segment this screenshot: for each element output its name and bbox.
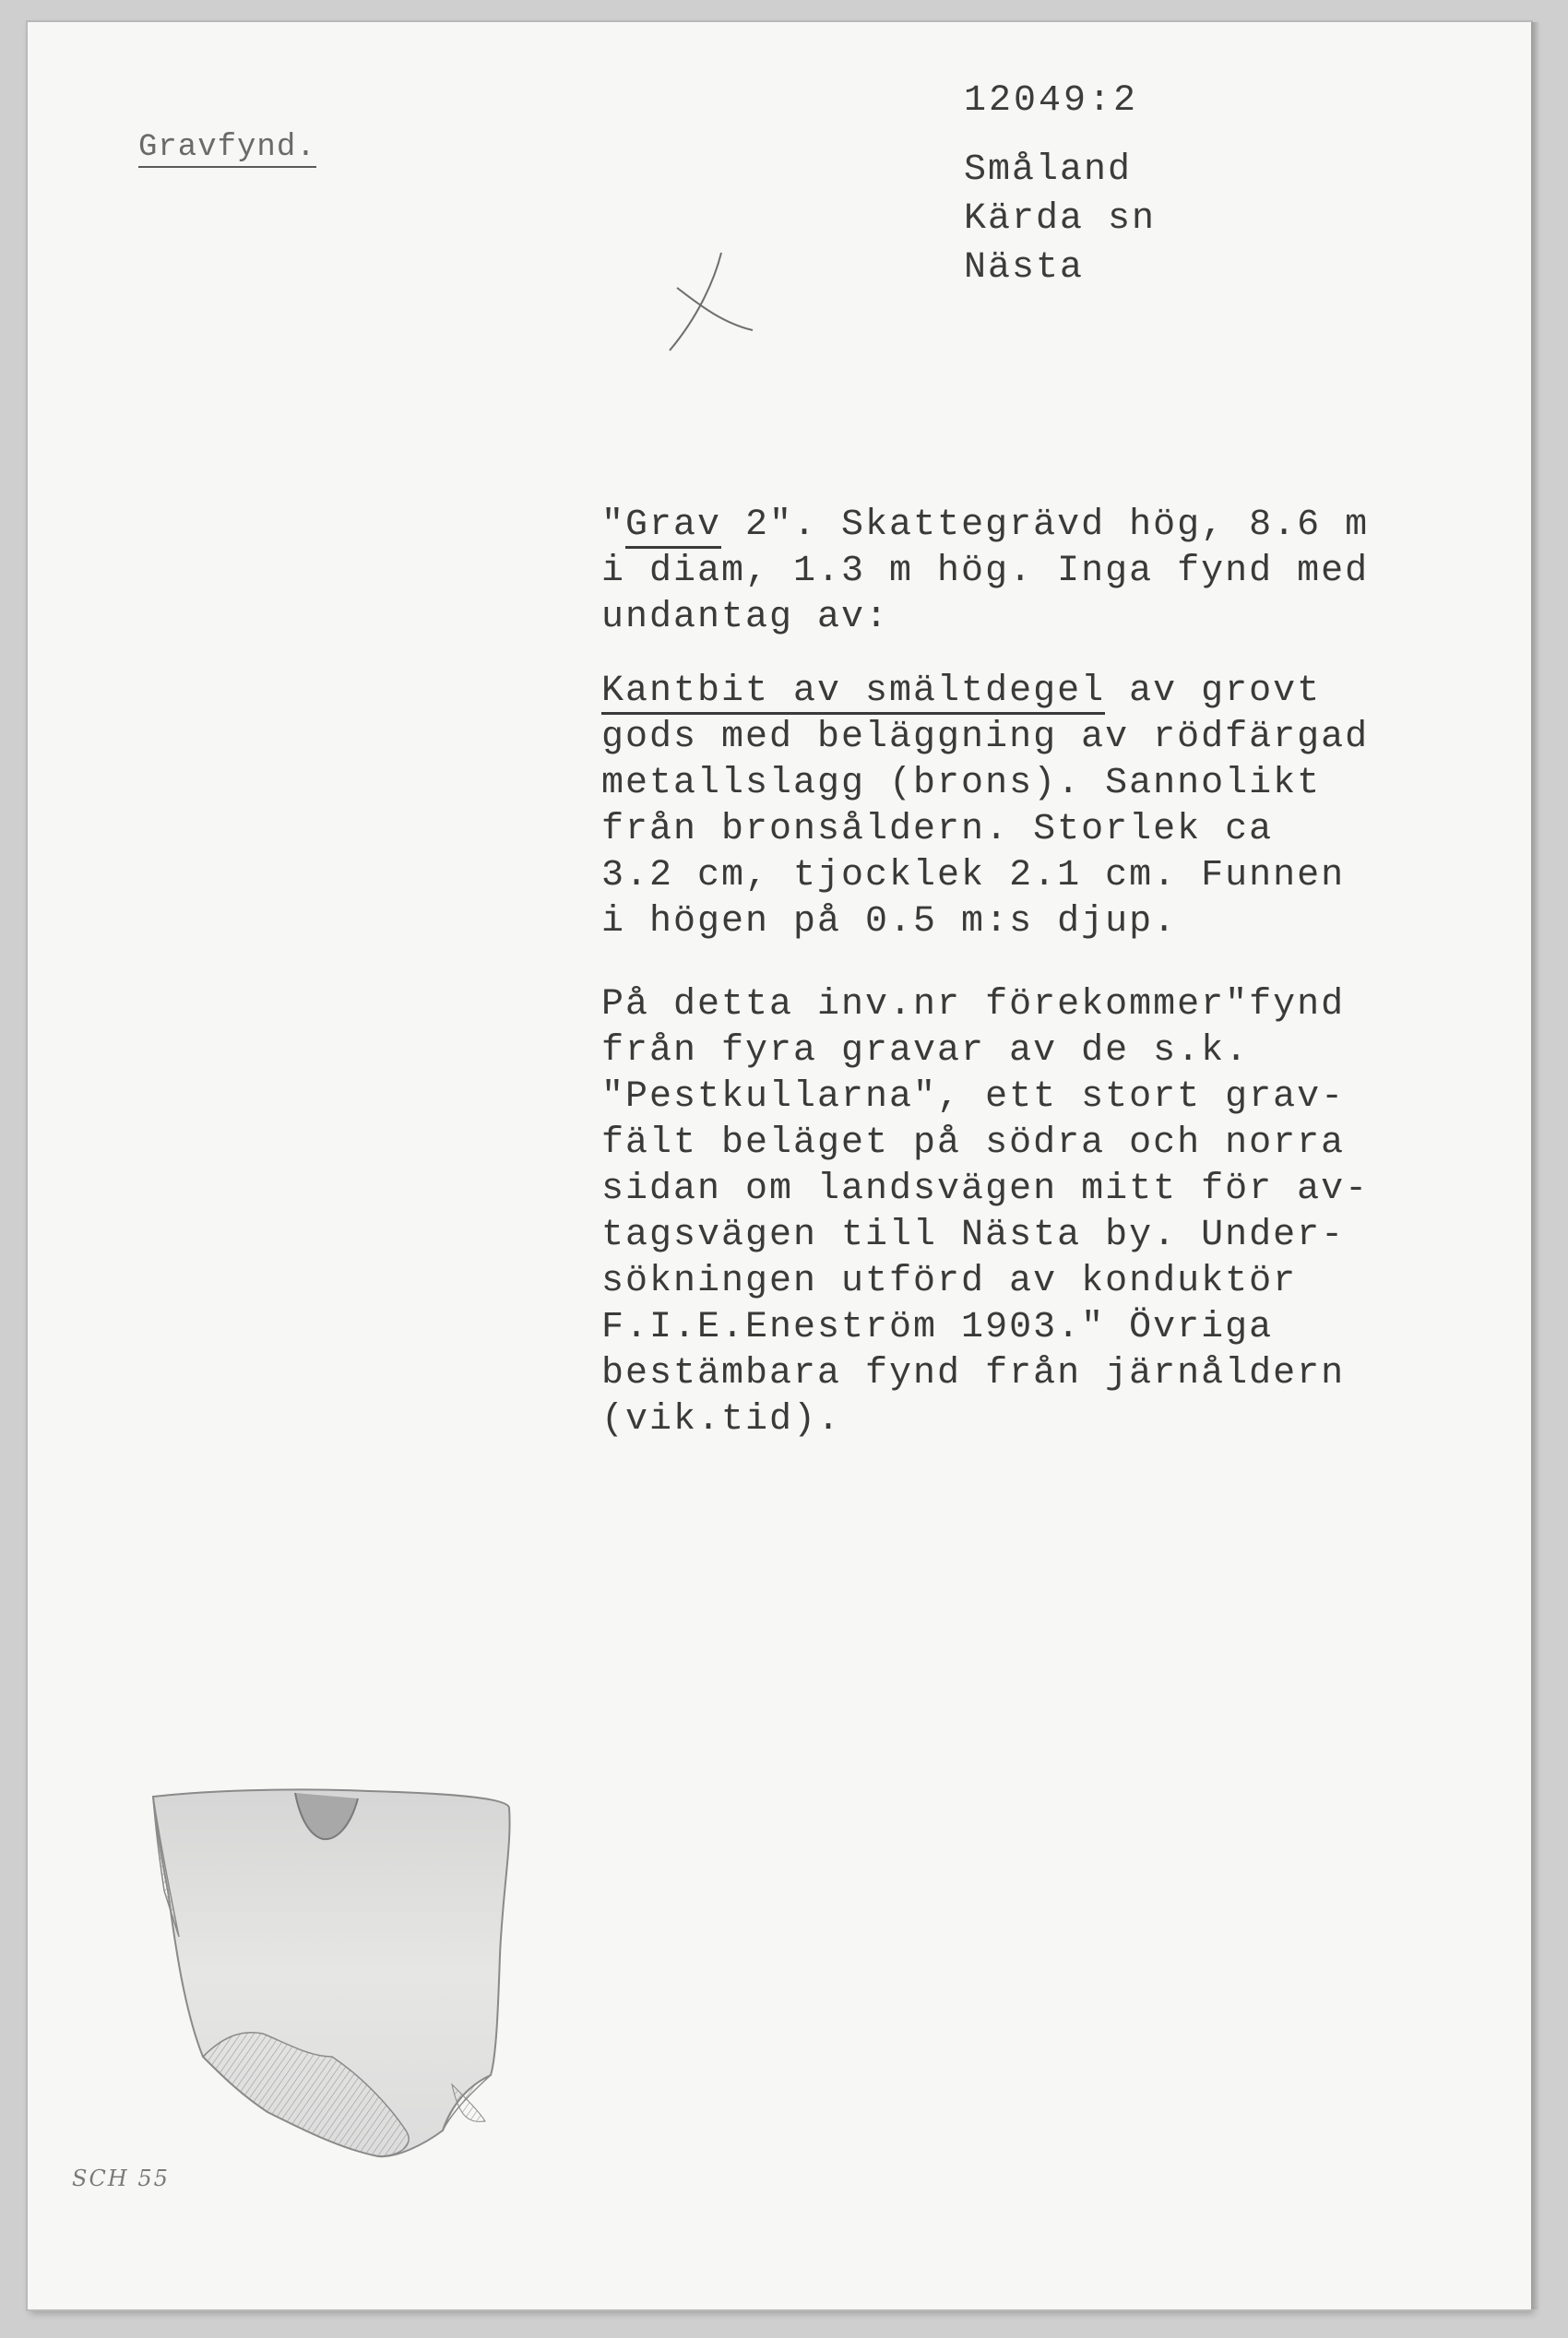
paragraph-context-line-7: sökningen utförd av konduktör xyxy=(601,1261,1298,1302)
paragraph-find-line-6: i högen på 0.5 m:s djup. xyxy=(601,901,1178,943)
paragraph-grave-line-1-rest: 2". Skattegrävd hög, 8.6 m xyxy=(721,504,1370,546)
signature: SCH 55 xyxy=(72,2166,170,2191)
paragraph-grave-line-1: "Grav 2". Skattegrävd hög, 8.6 m xyxy=(601,503,1542,549)
paragraph-find-line-1 xyxy=(601,669,1542,715)
location-parish: Kärda sn xyxy=(964,198,1157,240)
underlined-find-title: Kantbit av smältdegel xyxy=(601,671,1105,715)
card-heading: Gravfynd. xyxy=(138,129,316,168)
paragraph-context-line-3: "Pestkullarna", ett stort grav- xyxy=(601,1076,1346,1118)
paragraph-context-line-6: tagsvägen till Nästa by. Under- xyxy=(601,1215,1346,1256)
paragraph-find xyxy=(601,669,1542,945)
paragraph-find-line-3: metallslagg (brons). Sannolikt xyxy=(601,763,1322,804)
paragraph-grave-line-3: undantag av: xyxy=(601,597,890,638)
paragraph-context-line-2: från fyra gravar av de s.k. xyxy=(601,1030,1250,1072)
paragraph-find-line-2: gods med beläggning av rödfärgad xyxy=(601,717,1370,758)
underlined-grav: Grav xyxy=(625,504,721,549)
paragraph-context-line-10: (vik.tid). xyxy=(601,1399,842,1441)
paragraph-context-line-1: På detta inv.nr förekommer"fynd xyxy=(601,984,1346,1026)
pencil-cross-mark-icon xyxy=(664,251,756,354)
paragraph-find-line-1-rest: av grovt xyxy=(1105,671,1322,712)
paragraph-find-line-5: 3.2 cm, tjocklek 2.1 cm. Funnen xyxy=(601,855,1346,896)
location-province: Småland xyxy=(964,149,1133,191)
paragraph-context-line-8: F.I.E.Eneström 1903." Övriga xyxy=(601,1307,1274,1348)
inventory-number: 12049:2 xyxy=(964,80,1139,122)
paragraph-context-line-9: bestämbara fynd från järnåldern xyxy=(601,1353,1346,1394)
paragraph-find-line-4: från bronsåldern. Storlek ca xyxy=(601,809,1274,850)
paragraph-context xyxy=(601,982,1542,1443)
paragraph-grave-line-2: i diam, 1.3 m hög. Inga fynd med xyxy=(601,551,1370,592)
paragraph-context-line-5: sidan om landsvägen mitt för av- xyxy=(601,1169,1370,1210)
paragraph-grave xyxy=(601,503,1542,641)
location-site: Nästa xyxy=(964,247,1085,289)
paragraph-context-line-4: fält beläget på södra och norra xyxy=(601,1122,1346,1164)
sherd-drawing-icon xyxy=(148,1780,572,2167)
